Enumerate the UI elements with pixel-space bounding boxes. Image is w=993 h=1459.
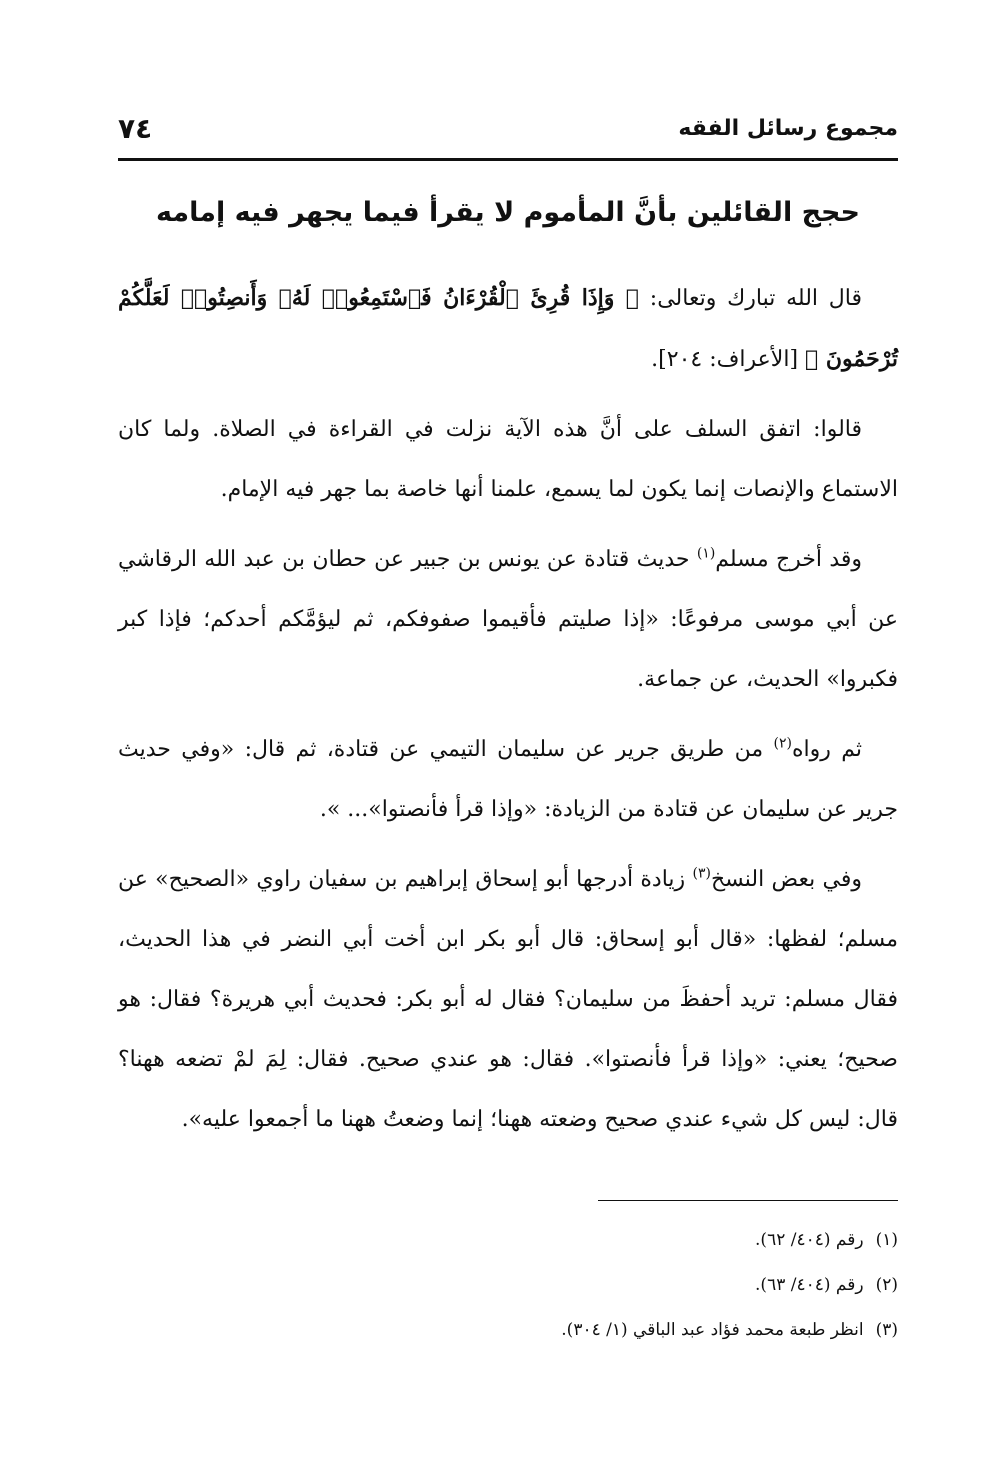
- page-number: ٧٤: [118, 112, 153, 145]
- footnote-separator: [598, 1200, 898, 1201]
- quran-verse: ﴿ وَإِذَا قُرِئَ ٱلْقُرْءَانُ فَٱسْتَمِعُوا۟ لَهُۥ وَأَنصِتُوا۟ لَعَلَّكُمْ تُرْحَمُونَ ﴾: [118, 285, 898, 372]
- header-rule: [118, 158, 898, 161]
- paragraph-nusakh-rest: زيادة أدرجها أبو إسحاق إبراهيم بن سفيان راوي «الصحيح» عن مسلم؛ لفظها: «قال أبو إسحاق: قال أبو بكر ابن أخت أبي النضر في هذا الحديث، فقال مسلم: تريد أحفظَ من سليمان؟ فقال له أبو بكر: فحديث أبي هريرة؟ فقال: هو صحيح؛ يعني: «وإذا قرأ فأنصتوا». فقال: هو عندي صحيح. فقال: لِمَ لمْ تضعه ههنا؟ قال: ليس كل شيء عندي صحيح وضعته ههنا؛ إنما وضعتُ ههنا ما أجمعوا عليه».: [118, 867, 898, 1132]
- paragraph-muslim-start: وقد أخرج مسلم: [715, 547, 863, 572]
- footnote-ref-2[interactable]: (٢): [773, 735, 792, 752]
- paragraph-verse: [118, 268, 898, 390]
- paragraph-jarir: [118, 720, 898, 840]
- verse-citation: [الأعراف: ٢٠٤].: [651, 347, 806, 372]
- footnote-number: (٢): [875, 1275, 898, 1295]
- footnote-text: انظر طبعة محمد فؤاد عبد الباقي (١/ ٣٠٤).: [561, 1320, 864, 1340]
- footnote-number: (١): [875, 1230, 898, 1250]
- footnote-ref-1[interactable]: (١): [696, 545, 716, 562]
- paragraph-muslim-rest: حديث قتادة عن يونس بن جبير عن حطان بن عبد الله الرقاشي عن أبي موسى مرفوعًا: «إذا صليتم فأقيموا صفوفكم، ثم ليؤمَّكم أحدكم؛ فإذا كبر فكبروا» الحديث، عن جماعة.: [118, 547, 898, 692]
- paragraph-jarir-start: ثم رواه: [791, 737, 862, 762]
- footnote-text: رقم (٤٠٤/ ٦٣).: [755, 1275, 864, 1295]
- paragraph-jarir-rest: من طريق جرير عن سليمان التيمي عن قتادة، ثم قال: «وفي حديث جرير عن سليمان عن قتادة من الزيادة: «وإذا قرأ فأنصتوا»... ».: [118, 737, 898, 822]
- footnote-2: [118, 1263, 898, 1308]
- book-title: مجموع رسائل الفقه: [678, 116, 898, 141]
- verse-intro: قال الله تبارك وتعالى:: [639, 286, 862, 311]
- footnote-ref-3[interactable]: (٣): [692, 865, 711, 882]
- footnote-1: [118, 1218, 898, 1263]
- footnotes: [118, 1218, 898, 1353]
- paragraph-muslim: [118, 530, 898, 710]
- section-heading: حجج القائلين بأنَّ المأموم لا يقرأ فيما يجهر فيه إمامه: [156, 197, 860, 228]
- footnote-3: [118, 1308, 898, 1353]
- paragraph-nusakh-start: وفي بعض النسخ: [710, 867, 862, 892]
- footnote-text: رقم (٤٠٤/ ٦٢).: [755, 1230, 864, 1250]
- paragraph-salaf: قالوا: اتفق السلف على أنَّ هذه الآية نزلت في القراءة في الصلاة. ولما كان الاستماع والإنصات إنما يكون لما يسمع، علمنا أنها خاصة بما جهر فيه الإمام.: [118, 417, 898, 502]
- running-header: [118, 112, 898, 154]
- footnote-number: (٣): [875, 1320, 898, 1340]
- paragraph-nusakh: [118, 850, 898, 1150]
- main-text: [118, 268, 898, 1160]
